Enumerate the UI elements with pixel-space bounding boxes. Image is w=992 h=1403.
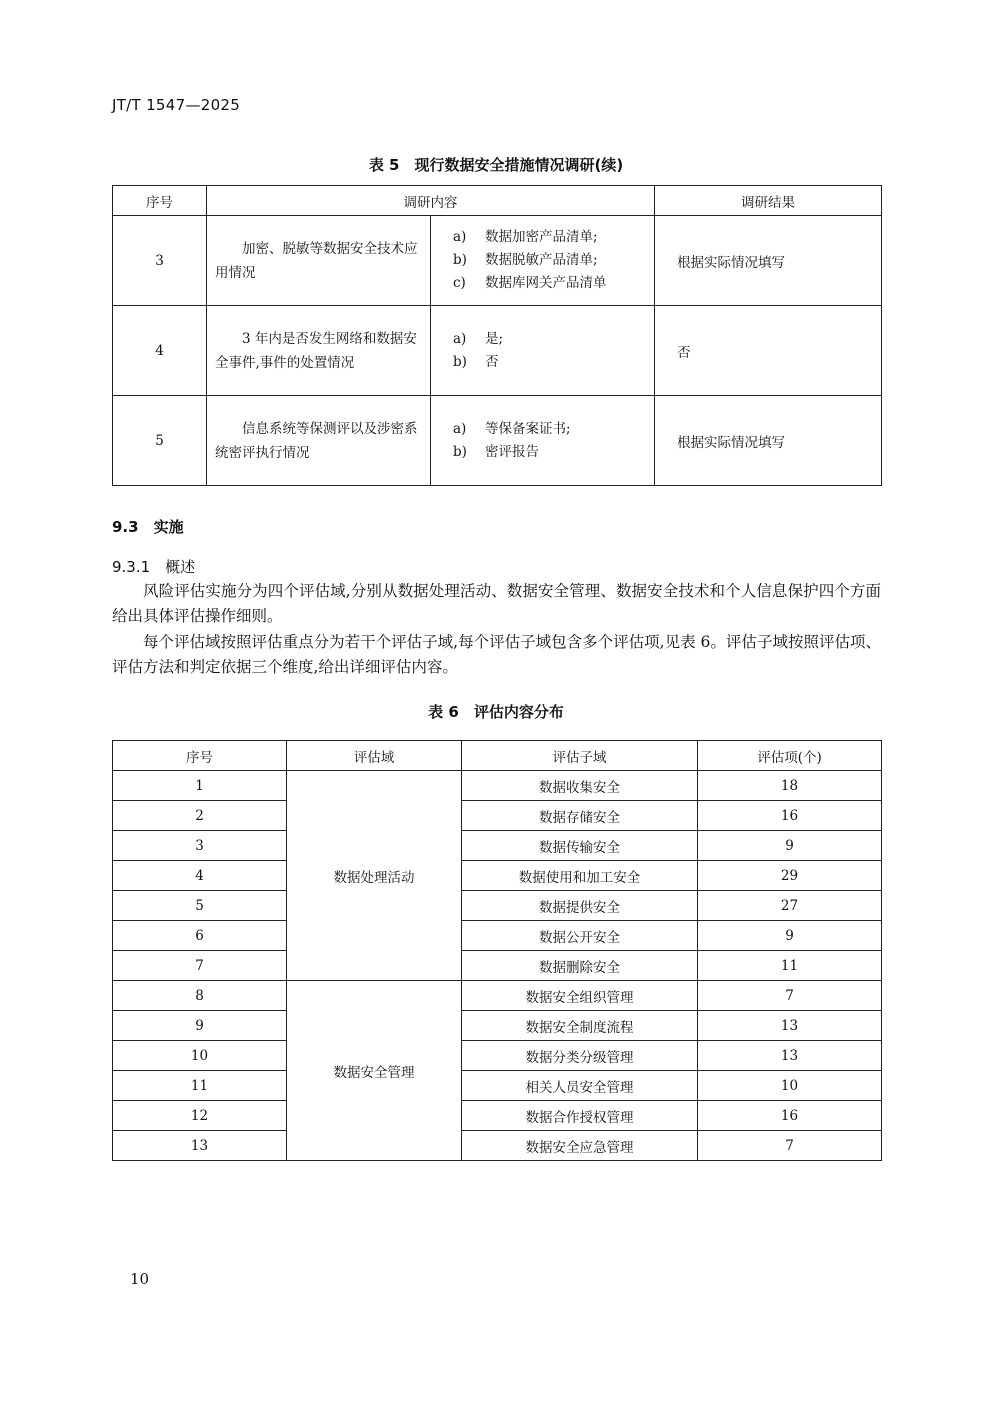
row-number: 4 (113, 306, 207, 396)
assessment-subdomain: 数据收集安全 (462, 771, 698, 801)
table-header-row (113, 186, 882, 216)
assessment-subdomain: 数据安全组织管理 (462, 981, 698, 1011)
row-number: 7 (113, 951, 287, 981)
column-header: 评估项(个) (698, 741, 882, 771)
assessment-item-count: 29 (698, 861, 882, 891)
survey-result: 根据实际情况填写 (655, 396, 882, 486)
table-row (113, 951, 882, 981)
survey-content: 加密、脱敏等数据安全技术应用情况 (207, 216, 431, 306)
assessment-item-count: 11 (698, 951, 882, 981)
table-row (113, 921, 882, 951)
table-row (113, 216, 882, 306)
assessment-subdomain: 数据传输安全 (462, 831, 698, 861)
table-header-row (113, 741, 882, 771)
row-number: 12 (113, 1101, 287, 1131)
survey-items (431, 306, 655, 396)
subsection-heading: 9.3.1 概述 (112, 558, 196, 576)
list-item: b) 数据脱敏产品清单; (453, 252, 598, 268)
column-header: 评估域 (287, 741, 462, 771)
assessment-subdomain: 数据合作授权管理 (462, 1101, 698, 1131)
list-item: a) 等保备案证书; (453, 420, 571, 437)
row-number: 2 (113, 801, 287, 831)
list-item: a) 是; (453, 330, 504, 347)
assessment-domain: 数据安全管理 (287, 981, 462, 1161)
assessment-item-count: 9 (698, 831, 882, 861)
row-number: 11 (113, 1071, 287, 1101)
assessment-item-count: 16 (698, 1101, 882, 1131)
table-row (113, 771, 882, 801)
row-number: 9 (113, 1011, 287, 1041)
list-item: c) 数据库网关产品清单 (453, 275, 607, 291)
paragraph: 风险评估实施分为四个评估域,分别从数据处理活动、数据安全管理、数据安全技术和个人信息保护四个方面给出具体评估操作细则。 (112, 582, 881, 625)
assessment-subdomain: 数据使用和加工安全 (462, 861, 698, 891)
table-6-caption: 表 6 评估内容分布 (428, 703, 564, 721)
assessment-item-count: 7 (698, 981, 882, 1011)
table-5 (112, 185, 882, 486)
assessment-subdomain: 数据提供安全 (462, 891, 698, 921)
table-row (113, 396, 882, 486)
table-row (113, 1101, 882, 1131)
assessment-subdomain: 相关人员安全管理 (462, 1071, 698, 1101)
survey-result: 否 (655, 306, 882, 396)
row-number: 5 (113, 396, 207, 486)
assessment-item-count: 13 (698, 1041, 882, 1071)
table-row (113, 1011, 882, 1041)
column-header: 序号 (113, 186, 207, 216)
assessment-item-count: 18 (698, 771, 882, 801)
list-item: b) 密评报告 (453, 443, 539, 460)
assessment-item-count: 10 (698, 1071, 882, 1101)
assessment-subdomain: 数据安全应急管理 (462, 1131, 698, 1161)
survey-result: 根据实际情况填写 (655, 216, 882, 306)
survey-content: 信息系统等保测评以及涉密系统密评执行情况 (207, 396, 431, 486)
page-number: 10 (130, 1270, 150, 1288)
table-row (113, 831, 882, 861)
row-number: 13 (113, 1131, 287, 1161)
section-heading: 9.3 实施 (112, 518, 184, 536)
table-row (113, 801, 882, 831)
survey-items (431, 216, 655, 306)
row-number: 3 (113, 216, 207, 306)
table-row (113, 891, 882, 921)
row-number: 4 (113, 861, 287, 891)
row-number: 6 (113, 921, 287, 951)
list-item: a) 数据加密产品清单; (453, 229, 598, 245)
assessment-item-count: 16 (698, 801, 882, 831)
row-number: 1 (113, 771, 287, 801)
row-number: 10 (113, 1041, 287, 1071)
assessment-item-count: 9 (698, 921, 882, 951)
column-header: 调研内容 (207, 186, 655, 216)
row-number: 5 (113, 891, 287, 921)
assessment-subdomain: 数据删除安全 (462, 951, 698, 981)
table-row (113, 306, 882, 396)
row-number: 8 (113, 981, 287, 1011)
table-row (113, 861, 882, 891)
assessment-item-count: 27 (698, 891, 882, 921)
assessment-domain: 数据处理活动 (287, 771, 462, 981)
assessment-item-count: 7 (698, 1131, 882, 1161)
table-row (113, 1041, 882, 1071)
column-header: 序号 (113, 741, 287, 771)
survey-content: 3 年内是否发生网络和数据安全事件,事件的处置情况 (207, 306, 431, 396)
table-6 (112, 740, 882, 1161)
table-row (113, 981, 882, 1011)
column-header: 调研结果 (655, 186, 882, 216)
assessment-subdomain: 数据公开安全 (462, 921, 698, 951)
survey-items (431, 396, 655, 486)
list-item: b) 否 (453, 353, 499, 370)
assessment-subdomain: 数据存储安全 (462, 801, 698, 831)
assessment-item-count: 13 (698, 1011, 882, 1041)
assessment-subdomain: 数据分类分级管理 (462, 1041, 698, 1071)
table-row (113, 1071, 882, 1101)
table-5-caption: 表 5 现行数据安全措施情况调研(续) (368, 156, 624, 174)
column-header: 评估子域 (462, 741, 698, 771)
paragraph: 每个评估域按照评估重点分为若干个评估子域,每个评估子域包含多个评估项,见表 6。评估子域按照评估项、评估方法和判定依据三个维度,给出详细评估内容。 (112, 633, 881, 676)
table-row (113, 1131, 882, 1161)
row-number: 3 (113, 831, 287, 861)
assessment-subdomain: 数据安全制度流程 (462, 1011, 698, 1041)
standard-code: JT/T 1547—2025 (112, 96, 241, 114)
